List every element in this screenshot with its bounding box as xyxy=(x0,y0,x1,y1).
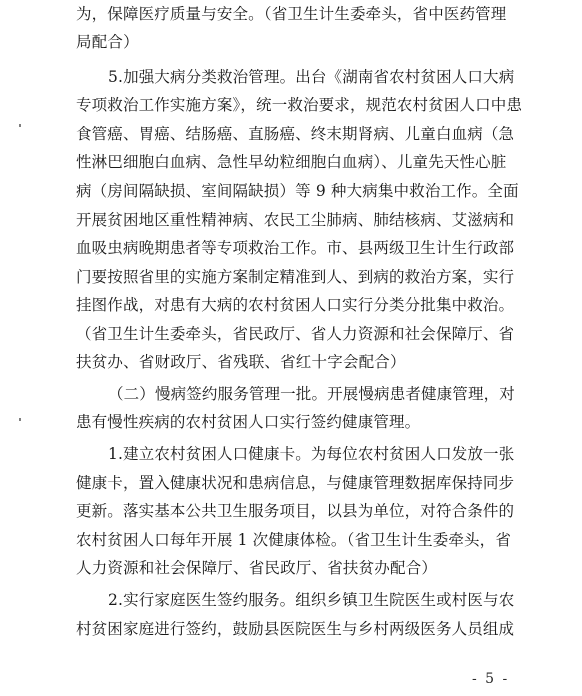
scan-speck xyxy=(19,124,21,127)
text-line: 5.加强大病分类救治管理。出台《湖南省农村贫困人口大病 xyxy=(108,68,515,86)
text-line: 门要按照省里的实施方案制定精准到人、到病的救治方案，实行 xyxy=(76,268,515,286)
text-line: 开展贫困地区重性精神病、农民工尘肺病、肺结核病、艾滋病和 xyxy=(76,211,515,229)
text-line: 2.实行家庭医生签约服务。组织乡镇卫生院医生或村医与农 xyxy=(108,591,515,609)
text-line: （省卫生计生委牵头，省民政厅、省人力资源和社会保障厅、省 xyxy=(76,325,515,343)
text-line: 健康卡，置入健康状况和患病信息，与健康管理数据库保持同步 xyxy=(76,474,515,492)
text-line: 为，保障医疗质量与安全。（省卫生计生委牵头，省中医药管理 xyxy=(76,5,507,23)
text-line: 病（房间隔缺损、室间隔缺损）等 9 种大病集中救治工作。全面 xyxy=(76,182,519,200)
text-line: 村贫困家庭进行签约，鼓励县医院医生与乡村两级医务人员组成 xyxy=(76,620,515,638)
section-heading: （二）慢病签约服务管理一批。开展慢病患者健康管理，对 xyxy=(108,385,515,403)
text-line: 更新。落实基本公共卫生服务项目，以县为单位，对符合条件的 xyxy=(76,502,515,520)
text-line: 专项救治工作实施方案》，统一救治要求，规范农村贫困人口中患 xyxy=(76,96,522,114)
text-line: 食管癌、胃癌、结肠癌、直肠癌、终末期肾病、儿童白血病（急 xyxy=(76,125,515,143)
scan-speck xyxy=(19,418,21,421)
text-line: 血吸虫病晚期患者等专项救治工作。市、县两级卫生计生行政部 xyxy=(76,239,515,257)
text-line: 扶贫办、省财政厅、省残联、省红十字会配合） xyxy=(76,353,406,371)
text-line: 农村贫困人口每年开展 1 次健康体检。（省卫生计生委牵头，省 xyxy=(76,531,511,549)
text-line: 1.建立农村贫困人口健康卡。为每位农村贫困人口发放一张 xyxy=(108,445,515,463)
text-line: 局配合） xyxy=(76,33,139,51)
text-line: 人力资源和社会保障厅、省民政厅、省扶贫办配合） xyxy=(76,559,438,577)
text-line: 性淋巴细胞白血病、急性早幼粒细胞白血病）、儿童先天性心脏 xyxy=(76,153,507,171)
text-line: 挂图作战，对患有大病的农村贫困人口实行分类分批集中救治。 xyxy=(76,296,515,314)
page-number: - 5 - xyxy=(472,671,510,687)
text-line: 患有慢性疾病的农村贫困人口实行签约健康管理。 xyxy=(76,413,421,431)
